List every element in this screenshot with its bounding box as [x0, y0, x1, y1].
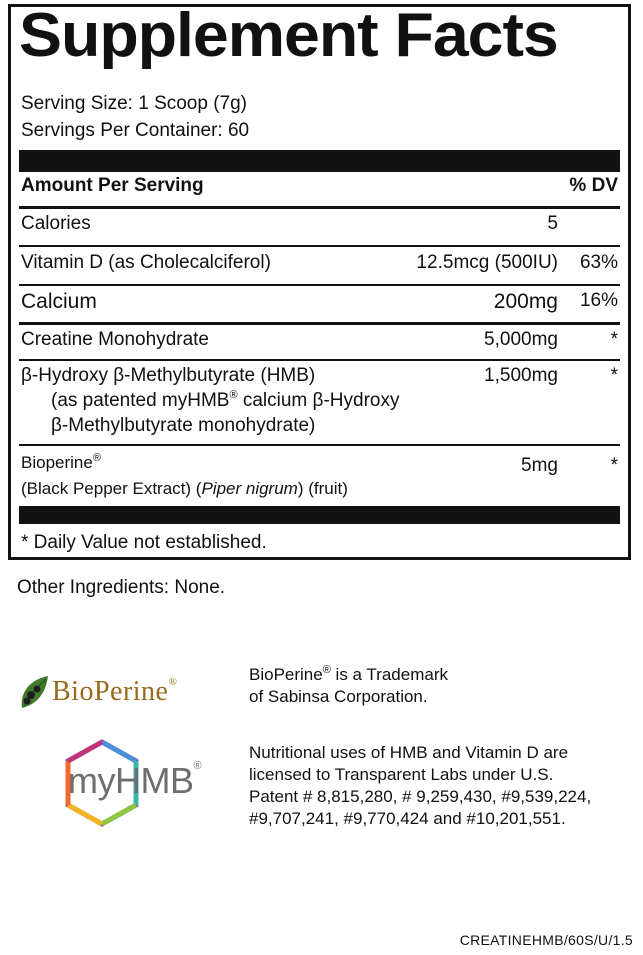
top-thick-bar [19, 150, 620, 172]
row-divider [19, 284, 620, 286]
other-ingredients: Other Ingredients: None. [17, 577, 226, 598]
product-code: CREATINEHMB/60S/U/1.5 [459, 932, 633, 948]
section-divider [19, 322, 620, 325]
serving-size: Serving Size: 1 Scoop (7g) [21, 93, 248, 114]
row-creatine-amount: 5,000mg [484, 329, 558, 350]
row-vitamin-d-dv: 63% [579, 252, 618, 273]
row-calories-name: Calories [21, 213, 91, 234]
row-calcium-amount: 200mg [493, 290, 558, 313]
row-hmb-sub1: (as patented myHMB® calcium β-Hydroxy [51, 389, 400, 411]
row-hmb-sub2: β-Methylbutyrate monohydrate) [51, 415, 316, 436]
row-divider [19, 359, 620, 361]
hmb-license-note: Nutritional uses of HMB and Vitamin D are licensed to Transparent Labs under U.S. Patent # 8,815,280, # 9,259,430, #9,539,224, #9,707,241, #9,770,424 and #10,201,551. [249, 743, 592, 829]
row-creatine-name: Creatine Monohydrate [21, 329, 209, 350]
label-title: Supplement Facts [19, 1, 558, 70]
myhmb-logo: myHMB® [62, 738, 232, 828]
row-vitamin-d-amount: 12.5mcg (500IU) [416, 252, 558, 273]
row-hmb-dv: * [610, 365, 618, 386]
row-bioperine-dv: * [610, 455, 618, 476]
bioperine-logo: BioPerine® [18, 672, 233, 712]
row-divider [19, 444, 620, 446]
header-amount-per-serving: Amount Per Serving [21, 175, 204, 196]
footnote: * Daily Value not established. [21, 532, 267, 553]
header-divider [19, 206, 620, 209]
row-bioperine-name: Bioperine® [21, 452, 101, 472]
row-hmb-name: β-Hydroxy β-Methylbutyrate (HMB) [21, 365, 316, 386]
row-bioperine-amount: 5mg [521, 455, 558, 476]
row-vitamin-d-name: Vitamin D (as Cholecalciferol) [21, 252, 271, 273]
servings-per-container: Servings Per Container: 60 [21, 120, 250, 141]
row-calcium-name: Calcium [21, 290, 97, 313]
row-bioperine-sub: (Black Pepper Extract) (Piper nigrum) (fruit) [21, 479, 348, 498]
row-creatine-dv: * [610, 329, 618, 350]
row-hmb-amount: 1,500mg [484, 365, 558, 386]
row-calcium-dv: 16% [579, 290, 618, 311]
header-dv: % DV [569, 175, 618, 196]
row-divider [19, 245, 620, 247]
bioperine-trademark-note: BioPerine® is a Trademark of Sabinsa Corporation. [249, 664, 448, 707]
bottom-thick-bar [19, 506, 620, 524]
row-calories-amount: 5 [547, 213, 558, 234]
supplement-facts-panel [8, 1, 631, 560]
pepper-leaf-icon [18, 674, 52, 710]
